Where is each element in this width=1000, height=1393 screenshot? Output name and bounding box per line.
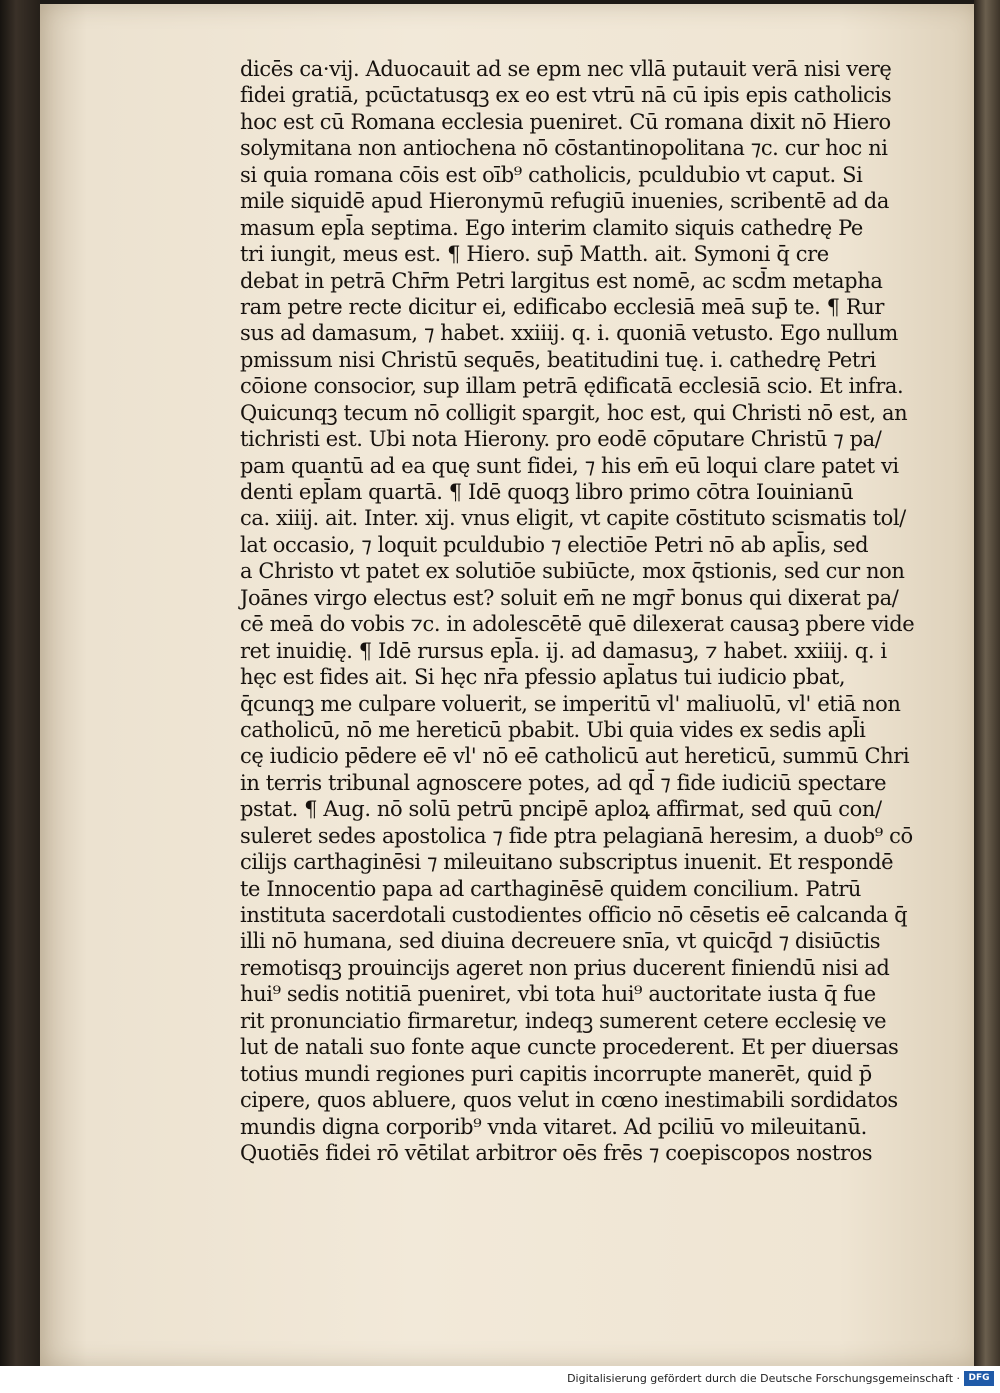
text-line: pstat. ¶ Aug. nō solū petrū pncipē aploꝝ affirmat, sed quū con/ — [240, 797, 882, 822]
text-line: cē meā do vobis ⁊c. in adolescētē quē dilexerat causaꝫ pbere vide — [240, 612, 915, 637]
text-line: in terris tribunal agnoscere potes, ad qd̄ ⁊ fide iudiciū spectare — [240, 770, 887, 795]
text-line: illi nō humana, sed diuina decreuere snīa, vt quicq̄d ⁊ disiūctis — [240, 929, 881, 954]
text-line: catholicū, nō me hereticū pbabit. Ubi quia vides ex sedis apl̄i — [240, 717, 866, 742]
text-line: dicēs ca·vij. Aduocauit ad se epm nec vllā putauit verā nisi verę — [240, 57, 892, 81]
text-line: mundis digna corporib⁹ vnda vitaret. Ad pciliū vo mileuitanū. — [240, 1114, 867, 1139]
text-line: cōione consocior, sup illam petrā ędificatā ecclesiā scio. Et infra. — [240, 374, 904, 399]
book-page — [40, 4, 980, 1366]
text-line: ram petre recte dicitur ei, edificabo ecclesiā meā sup̄ te. ¶ Rur — [240, 294, 885, 319]
text-line: a Christo vt patet ex solutiōe subiūcte, mox q̄stionis, sed cur non — [240, 559, 905, 584]
text-line: instituta sacerdotali custodientes officio nō cēsetis eē calcanda q̄ — [240, 903, 908, 927]
footer-credit: Digitalisierung gefördert durch die Deutsche Forschungsgemeinschaft · — [567, 1372, 960, 1385]
book-cover-left — [0, 0, 40, 1366]
text-line: rit pronunciatio firmaretur, indeqꝫ sumerent cetere ecclesię ve — [240, 1008, 887, 1033]
text-line: masum epl̄a septima. Ego interim clamito siquis cathedrę Pe — [240, 215, 863, 240]
text-line: hoc est cū Romana ecclesia pueniret. Cū romana dixit nō Hiero — [240, 109, 891, 134]
text-line: cę iudicio pēdere eē vl' nō eē catholicū aut hereticū, summū Chri — [240, 744, 910, 769]
text-line: cilijs carthaginēsi ⁊ mileuitano subscriptus inuenit. Et respondē — [240, 850, 894, 875]
text-line: hęc est fides ait. Si hęc nr̄a pfessio apl̄atus tui iudicio pbat, — [240, 665, 846, 690]
text-line: remotisqꝫ prouincijs ageret non prius ducerent finiendū nisi ad — [240, 955, 890, 980]
text-line: ca. xiiij. ait. Inter. xij. vnus eligit, vt capite cōstituto scismatis tol/ — [240, 506, 906, 531]
text-line: te Innocentio papa ad carthaginēsē quidem concilium. Patrū — [240, 876, 862, 901]
text-line: pam quantū ad ea quę sunt fidei, ⁊ his em̄ eū loqui clare patet vi — [240, 453, 899, 478]
text-line: q̄cunqꝫ me culpare voluerit, se imperitū vl' maliuolū, vl' etiā non — [240, 691, 901, 716]
text-line: si quia romana cōis est oīb⁹ catholicis, pculdubio vt caput. Si — [240, 162, 863, 187]
text-line: ret inuidię. ¶ Idē rursus epl̄a. ij. ad damasuꝫ, ⁊ habet. xxiiij. q. i — [240, 638, 887, 663]
text-line: cipere, quos abluere, quos velut in cœno inestimabili sordidatos — [240, 1088, 898, 1113]
text-block — [240, 56, 930, 1166]
book-cover-right — [974, 0, 1000, 1366]
text-line: Quotiēs fidei rō vētilat arbitror oēs frēs ⁊ coepiscopos nostros — [240, 1140, 873, 1165]
text-line: lat occasio, ⁊ loquit pculdubio ⁊ electiōe Petri nō ab apl̄is, sed — [240, 532, 869, 557]
text-line: suleret sedes apostolica ⁊ fide ptra pelagianā heresim, a duob⁹ cō — [240, 823, 913, 848]
text-line: mile siquidē apud Hieronymū refugiū inuenies, scribentē ad da — [240, 189, 889, 214]
text-line: totius mundi regiones puri capitis incorrupte manerēt, quid p̄ — [240, 1061, 872, 1086]
text-line: tichristi est. Ubi nota Hierony. pro eodē cōputare Christū ⁊ pa/ — [240, 427, 882, 452]
text-line: denti epl̄am quartā. ¶ Idē quoqꝫ libro primo cōtra Iouinianū — [240, 480, 854, 504]
text-line: Quicunqꝫ tecum nō colligit spargit, hoc est, qui Christi nō est, an — [240, 400, 908, 425]
text-line: pmissum nisi Christū sequēs, beatitudini tuę. i. cathedrę Petri — [240, 347, 876, 372]
text-line: tri iungit, meus est. ¶ Hiero. sup̄ Matth. ait. Symoni q̄ cre — [240, 242, 829, 267]
text-line: debat in petrā Chr̄m Petri largitus est nomē, ac scd̄m metapha — [240, 268, 883, 293]
text-line: fidei gratiā, pcūctatusqꝫ ex eo est vtrū nā cū ipis epis catholicis — [240, 83, 892, 108]
text-line: lut de natali suo fonte aque cuncte procederent. Et per diuersas — [240, 1035, 899, 1060]
footer-bar — [0, 1366, 1000, 1393]
text-line: Joānes virgo electus est? soluit em̄ ne mgr̄ bonus qui dixerat pa/ — [240, 585, 899, 610]
text-line: solymitana non antiochena nō cōstantinopolitana ⁊c. cur hoc ni — [240, 136, 888, 161]
text-line: sus ad damasum, ⁊ habet. xxiiij. q. i. quoniā vetusto. Ego nullum — [240, 321, 898, 346]
text-line: hui⁹ sedis notitiā pueniret, vbi tota hui⁹ auctoritate iusta q̄ fue — [240, 982, 876, 1007]
dfg-logo: DFG — [964, 1371, 994, 1386]
